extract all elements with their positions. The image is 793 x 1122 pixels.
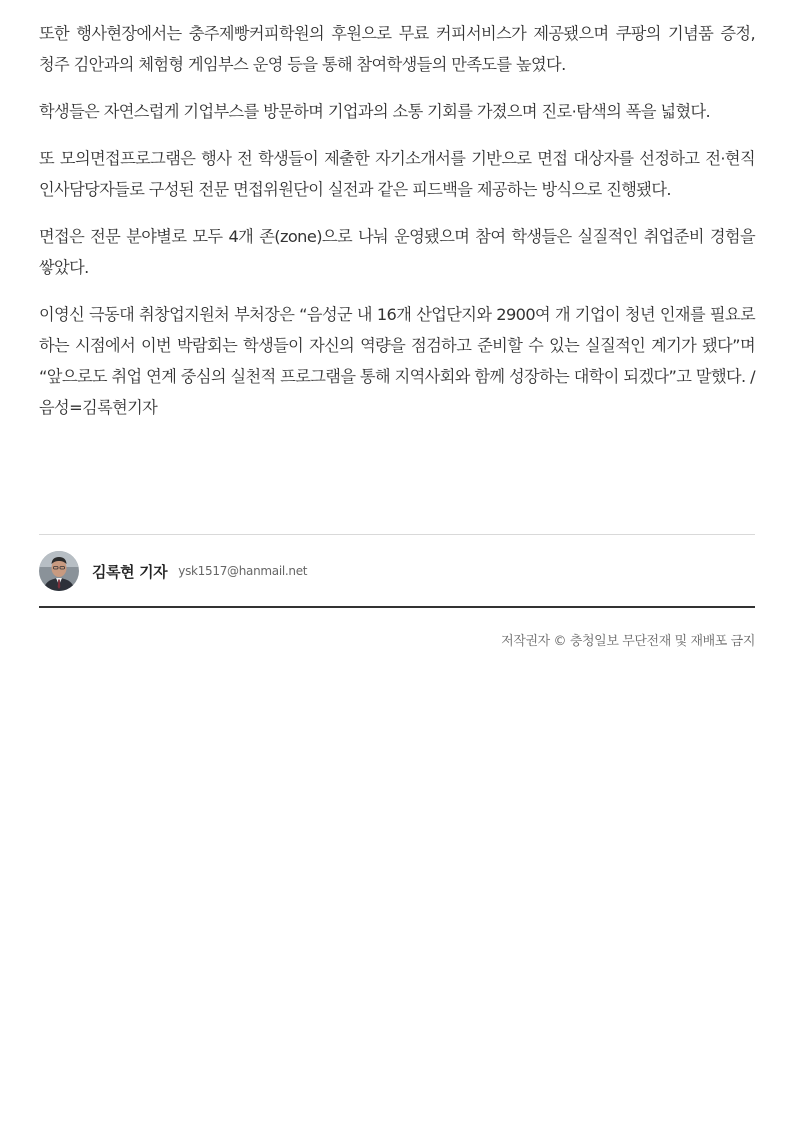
- reporter-avatar[interactable]: [39, 551, 79, 591]
- article-paragraph: 이영신 극동대 취창업지원처 부처장은 “음성군 내 16개 산업단지와 2900여 개 기업이 청년 인재를 필요로 하는 시점에서 이번 박람회는 학생들이 자신의 역량을 점검하고 준비할 수 있는 실질적인 계기가 됐다”며 “앞으로도 취업 연계 중심의 실천적 프로그램을 통해 지역사회와 함께 성장하는 대학이 되겠다”고 말했다. /음성=김록현기자: [39, 305, 755, 417]
- copyright-notice: 저작권자 © 충청일보 무단전재 및 재배포 금지: [501, 634, 755, 649]
- reporter-name[interactable]: 김록현 기자: [92, 562, 168, 581]
- article-paragraph: 면접은 전문 분야별로 모두 4개 존(zone)으로 나눠 운영됐으며 참여 학생들은 실질적인 취업준비 경험을 쌓았다.: [39, 227, 755, 277]
- article-paragraph: 또한 행사현장에서는 충주제빵커피학원의 후원으로 무료 커피서비스가 제공됐으며 쿠팡의 기념품 증정, 청주 김안과의 체험형 게임부스 운영 등을 통해 참여학생들의 만족도를 높였다.: [39, 24, 755, 74]
- article-paragraph: 또 모의면접프로그램은 행사 전 학생들이 제출한 자기소개서를 기반으로 면접 대상자를 선정하고 전·현직 인사담당자들로 구성된 전문 면접위원단이 실전과 같은 피드백을 제공하는 방식으로 진행됐다.: [39, 149, 755, 199]
- byline-divider-top: [39, 534, 755, 535]
- reporter-byline: [39, 550, 307, 592]
- reporter-email[interactable]: ysk1517@hanmail.net: [178, 564, 308, 578]
- byline-divider-bottom: [39, 606, 755, 608]
- article-paragraph: 학생들은 자연스럽게 기업부스를 방문하며 기업과의 소통 기회를 가졌으며 진로·탐색의 폭을 넓혔다.: [39, 102, 711, 121]
- article-body: [39, 18, 755, 439]
